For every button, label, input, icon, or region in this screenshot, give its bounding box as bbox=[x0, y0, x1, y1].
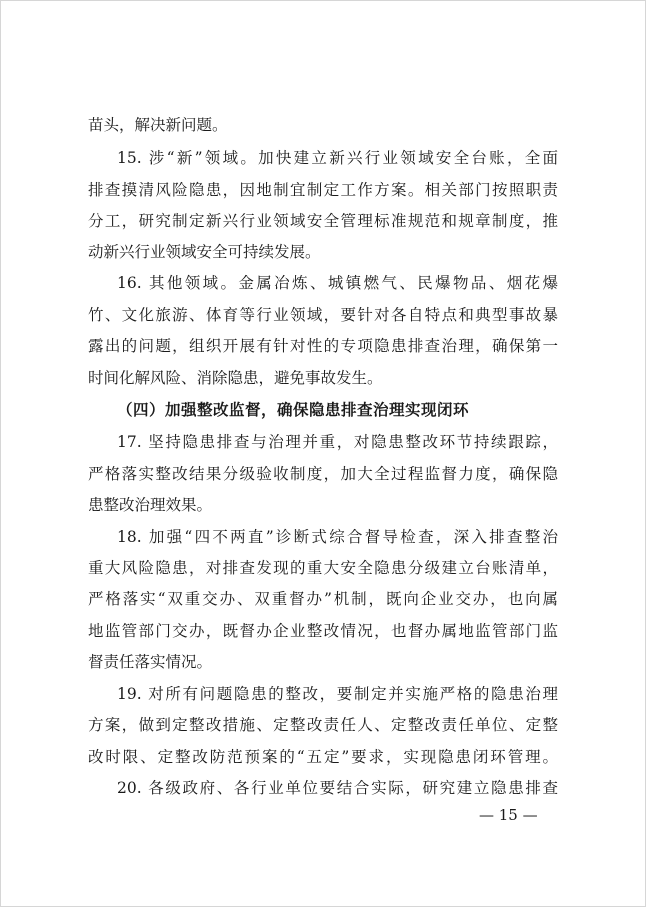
section-heading: （四）加强整改监督，确保隐患排查治理实现闭环 bbox=[117, 400, 470, 419]
body-line: 督责任落实情况。 bbox=[88, 653, 213, 671]
body-line: 露出的问题，组织开展有针对性的专项隐患排查治理，确保第一 bbox=[88, 337, 558, 355]
body-line: 地监管部门交办，既督办企业整改情况，也督办属地监管部门监 bbox=[88, 622, 558, 640]
body-line: 竹、文化旅游、体育等行业领域，要针对各自特点和典型事故暴 bbox=[88, 306, 558, 324]
body-line: 方案，做到定整改措施、定整改责任人、定整改责任单位、定整 bbox=[88, 716, 558, 734]
paragraph-16-start: 16. 其他领域。金属冶炼、城镇燃气、民爆物品、烟花爆 bbox=[117, 274, 558, 292]
body-line: 时间化解风险、消除隐患，避免事故发生。 bbox=[88, 369, 383, 387]
paragraph-18-start: 18. 加强“四不两直”诊断式综合督导检查，深入排查整治 bbox=[117, 528, 558, 546]
body-line: 动新兴行业领域安全可持续发展。 bbox=[88, 243, 321, 261]
paragraph-15-start: 15. 涉“新”领域。加快建立新兴行业领域安全台账，全面 bbox=[117, 149, 558, 167]
body-line: 患整改治理效果。 bbox=[88, 496, 213, 514]
paragraph-20-start: 20. 各级政府、各行业单位要结合实际，研究建立隐患排查 bbox=[117, 779, 558, 797]
body-line: 分工，研究制定新兴行业领域安全管理标准规范和规章制度，推 bbox=[88, 212, 558, 230]
page-number: — 15 — bbox=[479, 806, 538, 824]
body-line: 严格落实整改结果分级验收制度，加大全过程监督力度，确保隐 bbox=[88, 465, 558, 483]
body-line: 严格落实“双重交办、双重督办”机制，既向企业交办，也向属 bbox=[88, 590, 558, 608]
paragraph-19-start: 19. 对所有问题隐患的整改，要制定并实施严格的隐患治理 bbox=[117, 685, 558, 703]
body-line: 排查摸清风险隐患，因地制宜制定工作方案。相关部门按照职责 bbox=[88, 181, 558, 199]
paragraph-17-start: 17. 坚持隐患排查与治理并重，对隐患整改环节持续跟踪， bbox=[117, 433, 558, 451]
body-line: 改时限、定整改防范预案的“五定”要求，实现隐患闭环管理。 bbox=[88, 748, 558, 766]
body-line: 苗头，解决新问题。 bbox=[88, 116, 228, 134]
body-line: 重大风险隐患，对排查发现的重大安全隐患分级建立台账清单， bbox=[88, 559, 558, 577]
